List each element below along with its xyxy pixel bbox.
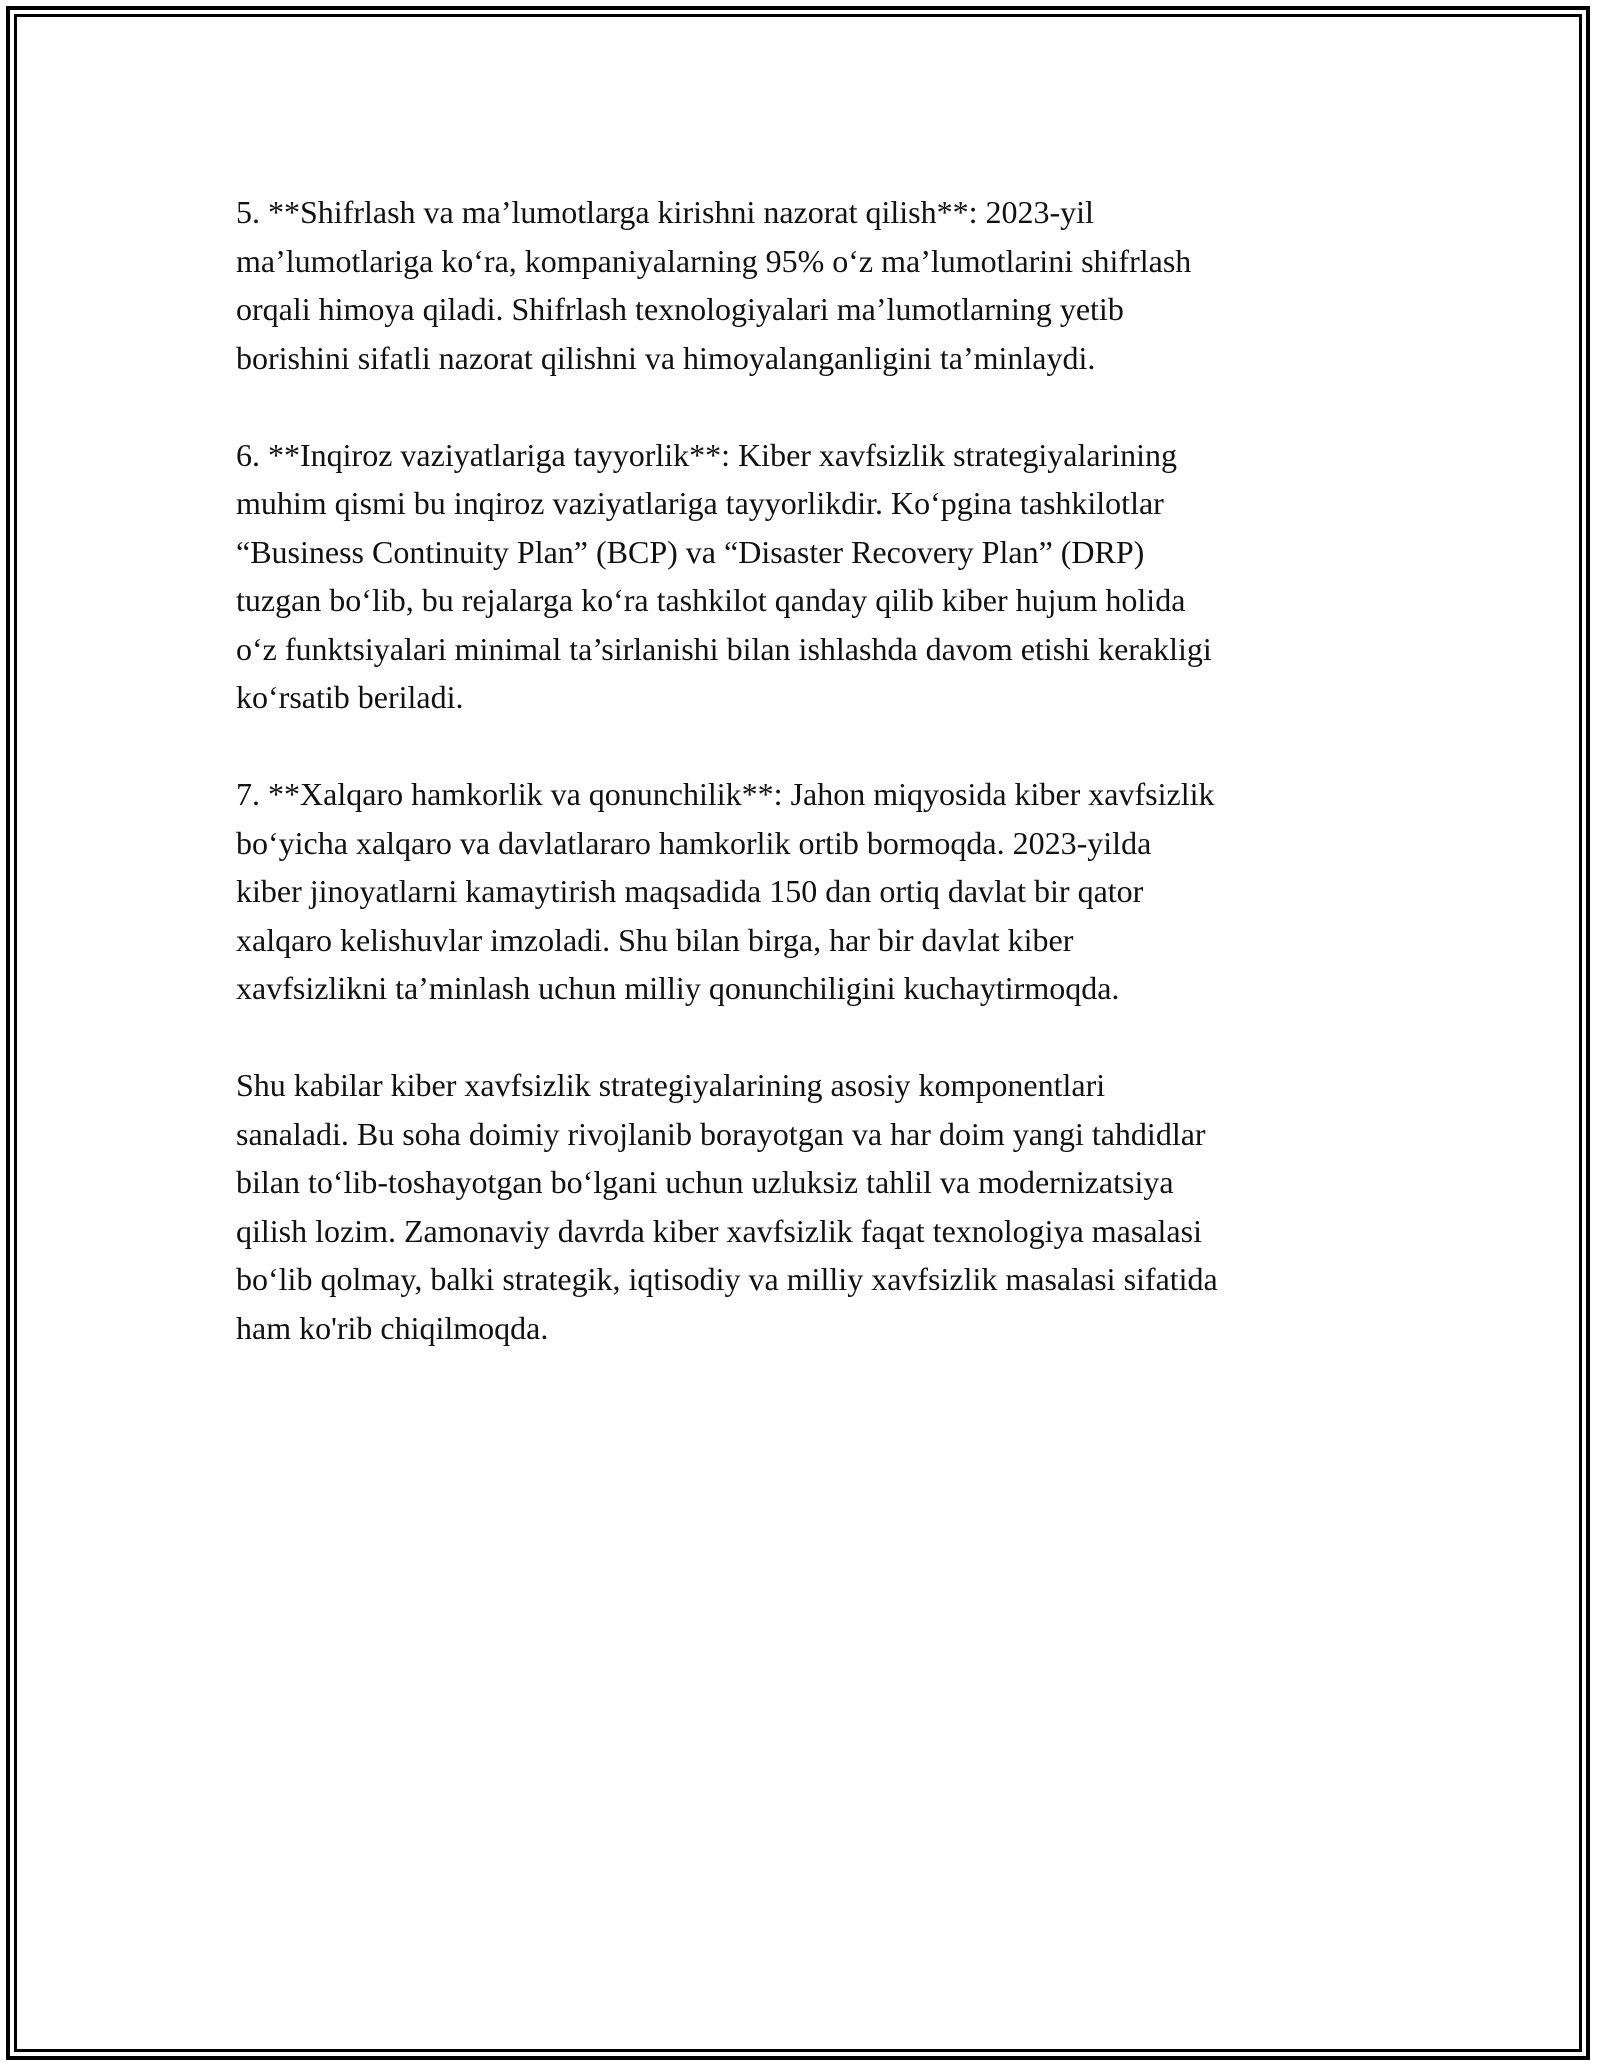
paragraph-encryption: 5. **Shifrlash va ma’lumotlarga kirishni nazorat qilish**: 2023-yil ma’lumotlariga ko‘ra, kompaniyalarning 95% o‘z ma’lumotlarini shifrlash orqali himoya qiladi. Shifrlash texnologiyalari ma’lumotlarning yetib borishini sifatli nazorat qilishni va himoyalanganligini ta’minlaydi. [236, 194, 1192, 376]
document-body [236, 188, 1376, 1401]
paragraph-crisis-readiness: 6. **Inqiroz vaziyatlariga tayyorlik**: Kiber xavfsizlik strategiyalarining muhim qismi bu inqiroz vaziyatlariga tayyorlikdir. Ko‘pgina tashkilotlar “Business Continuity Plan” (BCP) va “Disaster Recovery Plan” (DRP) tuzgan bo‘lib, bu rejalarga ko‘ra tashkilot qanday qilib kiber hujum holida o‘z funktsiyalari minimal ta’sirlanishi bilan ishlashda davom etishi kerakligi ko‘rsatib beriladi. [236, 436, 1212, 715]
paragraph-international-cooperation: 7. **Xalqaro hamkorlik va qonunchilik**: Jahon miqyosida kiber xavfsizlik bo‘yicha xalqaro va davlatlararo hamkorlik ortib bormoqda. 2023-yilda kiber jinoyatlarni kamaytirish maqsadida 150 dan ortiq davlat bir qator xalqaro kelishuvlar imzoladi. Shu bilan birga, har bir davlat kiber xavfsizlikni ta’minlash uchun milliy qonunchiligini kuchaytirmoqda. [236, 776, 1215, 1006]
paragraph-conclusion: Shu kabilar kiber xavfsizlik strategiyalarining asosiy komponentlari sanaladi. Bu soha doimiy rivojlanib borayotgan va har doim yangi tahdidlar bilan to‘lib-toshayotgan bo‘lgani uchun uzluksiz tahlil va modernizatsiya qilish lozim. Zamonaviy davrda kiber xavfsizlik faqat texnologiya masalasi bo‘lib qolmay, balki strategik, iqtisodiy va milliy xavfsizlik masalasi sifatida ham ko'rib chiqilmoqda. [236, 1067, 1218, 1346]
